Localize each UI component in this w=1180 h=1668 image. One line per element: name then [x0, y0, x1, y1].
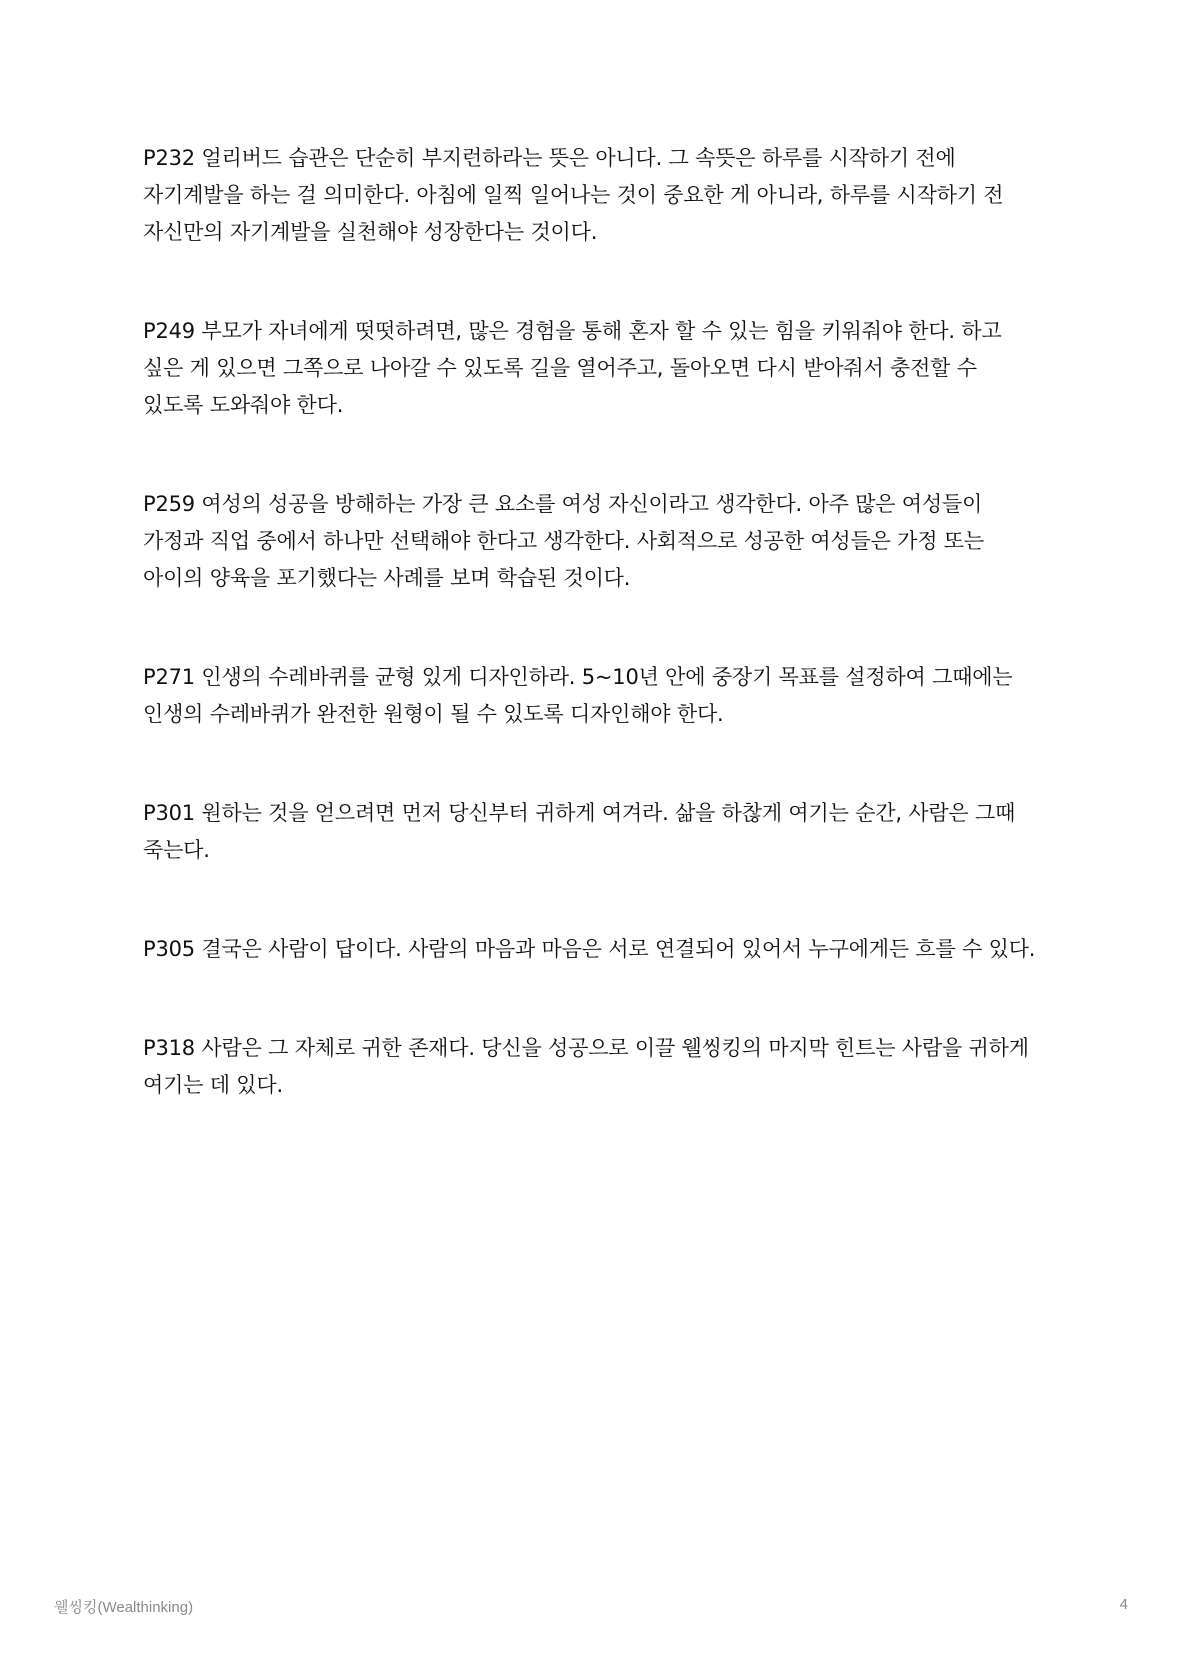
quote-p318: P318 사람은 그 자체로 귀한 존재다. 당신을 성공으로 이끌 웰씽킹의 마지막 힌트는 사람을 귀하게 여기는 데 있다.	[143, 1036, 1029, 1097]
quote-p232: P232 얼리버드 습관은 단순히 부지런하라는 뜻은 아니다. 그 속뜻은 하루를 시작하기 전에 자기계발을 하는 걸 의미한다. 아침에 일찍 일어나는 것이 중요한 게 아니라, 하루를 시작하기 전 자신만의 자기계발을 실천해야 성장한다는 것이다.	[143, 146, 1004, 244]
footer-page-number: 4	[1119, 1596, 1128, 1613]
quote-p271: P271 인생의 수레바퀴를 균형 있게 디자인하라. 5~10년 안에 중장기 목표를 설정하여 그때에는 인생의 수레바퀴가 완전한 원형이 될 수 있도록 디자인해야 한다.	[143, 665, 1013, 726]
footer-source: 웰씽킹(Wealthinking)	[54, 1599, 194, 1616]
quotes-body	[143, 140, 1038, 1166]
quote-p259: P259 여성의 성공을 방해하는 가장 큰 요소를 여성 자신이라고 생각한다. 아주 많은 여성들이 가정과 직업 중에서 하나만 선택해야 한다고 생각한다. 사회적으로 성공한 여성들은 가정 또는 아이의 양육을 포기했다는 사례를 보며 학습된 것이다.	[143, 492, 984, 590]
quote-p305: P305 결국은 사람이 답이다. 사람의 마음과 마음은 서로 연결되어 있어서 누구에게든 흐를 수 있다.	[143, 937, 1036, 961]
quote-p301: P301 원하는 것을 얻으려면 먼저 당신부터 귀하게 여겨라. 삶을 하찮게 여기는 순간, 사람은 그때 죽는다.	[143, 801, 1016, 862]
quote-p249: P249 부모가 자녀에게 떳떳하려면, 많은 경험을 통해 혼자 할 수 있는 힘을 키워줘야 한다. 하고 싶은 게 있으면 그쪽으로 나아갈 수 있도록 길을 열어주고, 돌아오면 다시 받아줘서 충전할 수 있도록 도와줘야 한다.	[143, 319, 1002, 417]
